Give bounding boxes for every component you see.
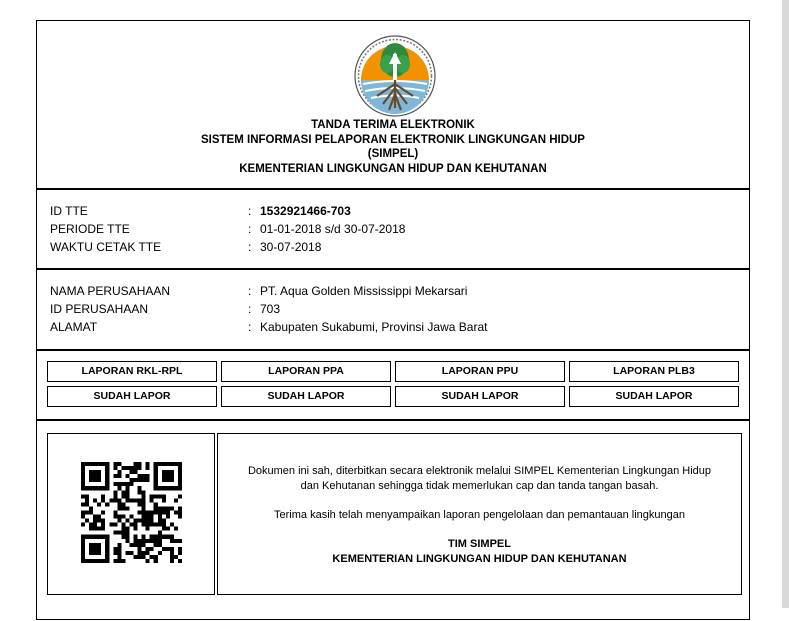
field-label: ID TTE [50,204,88,218]
report-status-ppu: SUDAH LAPOR [395,386,565,407]
report-status-rkl-rpl: SUDAH LAPOR [47,386,217,407]
viewer-top-bar [0,0,789,7]
alamat-row [50,318,487,336]
signature-team: TIM SIMPEL [448,538,511,550]
field-colon: : [248,320,252,334]
kementerian-lhk-logo-icon [353,34,437,118]
title-line-2: SISTEM INFORMASI PELAPORAN ELEKTRONIK LINGKUNGAN HIDUP [201,133,585,146]
field-colon: : [248,284,252,298]
field-label: WAKTU CETAK TTE [50,240,162,254]
id-tte-value: 1532921466-703 [260,204,351,218]
field-label: NAMA PERUSAHAAN [50,284,171,298]
field-label: ID PERUSAHAAN [50,302,149,316]
field-label: PERIODE TTE [50,222,130,236]
validity-line-1: Dokumen ini sah, diterbitkan secara elektronik melalui SIMPEL Kementerian Lingkungan Hidup [247,465,712,477]
viewer-scrollbar[interactable] [782,0,789,608]
document-title [37,118,749,176]
receipt-document [36,20,750,620]
document-header [37,21,749,190]
company-info-section [37,270,749,351]
report-header-plb3: LAPORAN PLB3 [569,361,739,382]
report-status-table [37,351,749,421]
report-header-ppu: LAPORAN PPU [395,361,565,382]
field-label: ALAMAT [50,320,98,334]
periode-tte-value: 01-01-2018 s/d 30-07-2018 [260,222,406,236]
report-header-ppa: LAPORAN PPA [221,361,391,382]
nama-perusahaan-value: PT. Aqua Golden Mississippi Mekarsari [260,284,468,298]
id-perusahaan-value: 703 [260,302,281,316]
report-status-ppa: SUDAH LAPOR [221,386,391,407]
qr-code-icon [81,462,182,563]
waktu-cetak-row [50,238,321,256]
nama-perusahaan-row [50,282,467,300]
id-perusahaan-row [50,300,280,318]
field-colon: : [248,302,252,316]
title-line-4: KEMENTERIAN LINGKUNGAN HIDUP DAN KEHUTANAN [239,162,547,175]
field-colon: : [248,222,252,236]
field-colon: : [248,240,252,254]
receipt-info-section [37,188,749,270]
waktu-cetak-value: 30-07-2018 [260,240,322,254]
report-status-plb3: SUDAH LAPOR [569,386,739,407]
qr-box [47,433,215,595]
report-header-rkl-rpl: LAPORAN RKL-RPL [47,361,217,382]
validity-line-2: dan Kehutanan sehingga tidak memerlukan cap dan tanda tangan basah. [300,480,659,492]
periode-tte-row [50,220,405,238]
title-line-3: (SIMPEL) [367,148,419,160]
field-colon: : [248,204,252,218]
validation-message-box [217,433,742,595]
signature-ministry: KEMENTERIAN LINGKUNGAN HIDUP DAN KEHUTANAN [332,553,627,565]
thanks-text: Terima kasih telah menyampaikan laporan pengelolaan dan pemantauan lingkungan [274,509,685,521]
title-line-1: TANDA TERIMA ELEKTRONIK [311,119,475,131]
validation-section [37,421,749,621]
id-tte-row [50,202,351,220]
alamat-value: Kabupaten Sukabumi, Provinsi Jawa Barat [260,320,488,334]
